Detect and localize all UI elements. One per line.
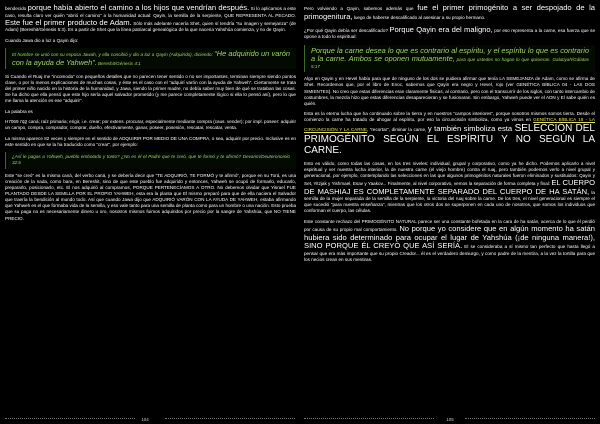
- text: Este constante rechazo del PRIMOGÉNITO NATURAL parece ser una constante bofetada en la cara de ha satán, acerca de lo que él perdió por causa de su propio mal comportamiento.: [304, 218, 595, 232]
- scripture-quote-2: ¿Así le pagas a Yahweh, pueblo embotado y tonto? ¿No es él el Padre que te creó, que te formó y te afirmó? Devarim/Deuteronomio 32:6: [5, 152, 296, 168]
- text: Si lo aplicamos a este caso, resulta claro ver quién “abrió el camino” a la humanidad actual: Qayin, la semilla de la serpiente, QUE REPRESENTA AL PECADO.: [5, 6, 296, 18]
- left-paragraph-1: [5, 4, 296, 33]
- right-paragraph-1: [304, 4, 595, 21]
- text: ¿Por qué Qayin debía ser descalificado?: [304, 27, 390, 33]
- quote-emphasis: Porque la carne desea lo que es contrario al espíritu, y el espíritu lo que es contrario a la carne. Ambos se oponen mutuamente,: [311, 45, 589, 64]
- left-paragraph-7: Este “se creó” es la misma caná, del verbo caná, y se debería decir que “TE ADQUIRIÓ, TE FORMÓ y te afirmó”, porque en su Torá, es una creación de la nada, como bara, en Bereshit, sino de que este pueblo fue adquirido y entonces, Yahweh se ocupó de formarlo, educarlo, prepararlo, posicionarlo, etc. El nos adquirió al comprarnos, PORQUE PERTENECÍAMOS A OTRO. No debemos olvidar que Yisrael FUE PLANTADO DESDE LA SEMILLA POR EL PROPIO YAHWEH, esta era la planta que El mismo preparó para que de ella naciera el Salvador que traería la bendición al mundo todo. Así que cuando Jawa dijo que ADQUIRIÓ VARÓN CON LA AYUDA DE YAHWEH, estaba afirmando que Yahweh es el que formaba vida de la semilla, y eso vale tanto para una semilla de planta como para un hombre o una nación. Esto prueba que su paga no es necesariamente dinero u oro, nosotros mismos fuimos adquiridos por precio por la sangre de Yahshúa, que NO TIENE PRECIO.: [5, 172, 296, 221]
- left-paragraph-2: Cuando Jawa dio a luz a Qayin dijo:: [5, 37, 79, 43]
- scripture-quote-3: [304, 45, 595, 72]
- quote-emphasis: “He adquirido un varón con la ayuda de Yahweh”.: [12, 49, 290, 67]
- left-paragraph-4: La palabra es: [5, 108, 33, 114]
- strong-definition: H7069 קָנָה caná; raíz primaria; erigir, i.e. crear; por extens. procurar, especialmente mediante compra (caus. vender); por impl. poseer: adquirir un campo, compra, comprador, comprar, dueño, efectivamente, ganar, poseer, posesión, rescatar, rescatar, venta.: [5, 119, 296, 131]
- emphasis-text: Porque Qayin era del maligno,: [389, 24, 493, 34]
- emphasis-text: EL CUERPO DE MASHIAJ ES COMPLETAMENTE SEPARADO DEL CUERPO DE HA SATÁN,: [304, 178, 595, 196]
- text: , “recortar”, diminar la carne,: [366, 127, 428, 133]
- text: Pero volviendo a Qayin, sabemos además que: [304, 6, 418, 11]
- text: Esto es válido, como todas las cosas, en los tres niveles: individual, grupal y corporativo, como ya he dicho. Podemos aplicarlo a nivel espiritual y ver nuestra lucha interior, la de nuestra carne (el viejo hombre) contra el ruaj, pero también podemos verlo a nivel grupal y generacional, por ejemplo, contemplando las selecciones en las que algunos primogénitos naturales fueron eliminados y sustituidos: Qayin y Set, Yitzjak y Yishmael, Esav y Yaakov... Finalmente, al nivel corporativo, vemos la separación de forma completa y final:: [304, 160, 595, 187]
- right-paragraph-5: [304, 161, 595, 215]
- right-paragraph-4: [304, 111, 595, 156]
- page-number-left: 104: [141, 417, 149, 422]
- headline-emphasis: SELECCIÓN DEL PRIMOGÉNITO SEGÚN EL ESPÍRITU Y NO SEGÚN LA CARNE.: [304, 123, 595, 157]
- quote-text: El hombre se unió con su esposa Jawah, y ella concibió y dio a luz a Qayin (Adquirido), diciendo:: [12, 52, 215, 58]
- cross-reference-link[interactable]: GENÉTICA BÍBLICA 18 - LA CIRCUNCISIÓN Y LA CARNE: [304, 117, 595, 133]
- emphasis-text: y también simboliza esta: [427, 124, 515, 134]
- text: la semilla de la mujer separada de la semilla de la serpiente, la victoria del ruaj sobre la carne. De los tres, el nivel generacional es siempre el que sucedió “para nuestra enseñanza”, mientras que los otros dos se superponen en cada uno de nosotros, que somos los individuos que conforman el cuerpo, las células.: [304, 189, 595, 214]
- left-page: [5, 4, 296, 412]
- text: Sólo más adelante nacería Shet, quien sí tendría “su imagen y semejanza” (de Adam) (Bereshit/Génesis 5:3). Es a partir de Shet que la línea patriarcal genealógica de la que naceria Yahshúa comienza, y no de Qayin.: [5, 20, 296, 33]
- text: luego de haberse descalificado al asesinar a su propio hermano.: [352, 14, 486, 20]
- page-number-right: 105: [446, 417, 454, 422]
- quote-text: para que ustedes no hagan lo que quisieran. Galutiyah/Gálatas 5:17: [311, 57, 589, 69]
- text: Esta es la eterna lucha que ha continuado sobre la tierra y en nuestros “campos interiores”, porque nosotros mismos somos tierra. Desde el comienzo la carne ha tratado de ahogar al espíritu, por eso la circuncisión simboliza, como ya vimos en: [304, 111, 595, 123]
- scripture-quote-1: [5, 48, 296, 69]
- right-paragraph-3: Algo en Qayin y en Hevel había para que de ninguno de los dos se pudiera afirmar que tenía LA SEMEJANZA de Adam, como se afirma de Shet. Recordemos que, por el libro de Enoc, sabemos que Qayin era negro y Hevel, rojo (ver GENÉTICA BÍBLICA 04 - LAS DOS SIMIENTES). No creo que estas diferencias eran claramente físicas, al contrario, pero con el transcurrir de los siglos, con tanto intercambio de costumbres, la mezcla hizo que estas diferencias desaparecieran y se fusionaran. Sin embargo, Yahweh puede ver el ADN y El sabe quién es quién.: [304, 76, 595, 106]
- emphasis-text: Este fue el primer producto de Adam.: [5, 17, 132, 27]
- text: El se consideraba a sí mismo tan perfecto que hasta llegó a pensar que era más importante que su propio Creador... él es el verdadero demiurgo, y como padre de la mentira, a la vez la tortilla para que los necios crean en sus mentiras.: [304, 244, 595, 262]
- emphasis-text: porque había abierto el camino a los hijos que vendrían después.: [27, 4, 250, 12]
- emphasis-text: fue el primer primogénito a ser despojado de la primogenitura,: [304, 4, 595, 21]
- emphasis-text: No porque yo considere que en algún momento ha satán hubiera sido determinado para ocupar el lugar de Yahshúa (¡de ninguna manera!), SINO PORQUE ÉL CREYÓ QUE ASÍ SERÍA.: [304, 224, 595, 251]
- left-paragraph-3: Si Cuando el Ruaj me “incomoda” con pequeños detalles que no parecen tener sentido o no ser importantes, terminan siempre siendo puntos clave, o por lo menos explicaciones de muchas cosas, y éste es el caso con el “adquirí varón con la ayuda de Yahweh”. Ciertamente se trata del primer niño nacido en la historia de la humanidad, y Jawa, siendo la primer madre, no debía saber muy bien de qué se trataban las cosas. Se ha dicho que ella pensó que este hijo sería aquel salvador prometido (y me parece completamente lógico si ella lo pensó así), pero lo que me llama la atención es ese “adquirir”.: [5, 73, 296, 104]
- left-paragraph-6: La misma aparece 82 veces y siempre en el sentido de ADQUIRIR POR MEDIO DE UNA COMPRA, o sea, adquirir por precio. Inclusive es en este sentido en que se la ha traducido como “crear”, por ejemplo:: [5, 135, 296, 147]
- right-page: [304, 4, 595, 412]
- right-paragraph-2: [304, 26, 595, 41]
- text: por eso representa a la carne, esa fuerza que se opone a todo lo espiritual:: [304, 27, 595, 40]
- text: bendecido: [5, 6, 28, 11]
- right-paragraph-6: [304, 219, 595, 263]
- quote-reference: Bereshit/Génesis 4:1: [96, 60, 141, 66]
